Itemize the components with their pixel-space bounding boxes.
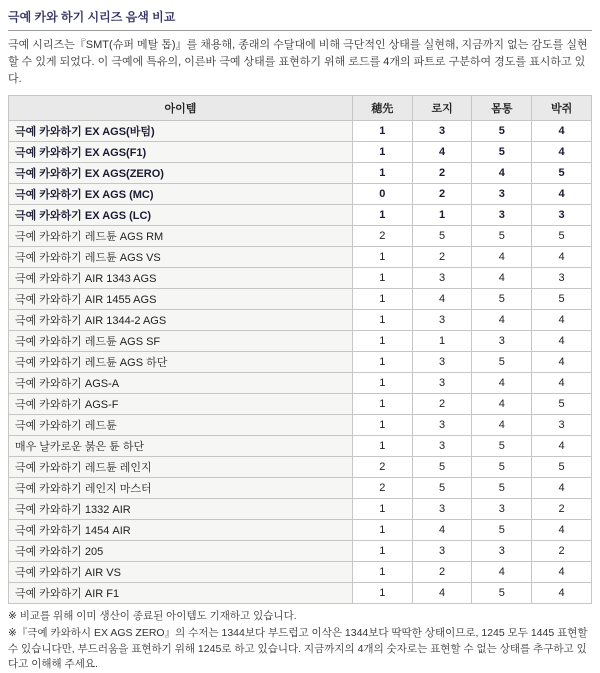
table-row (9, 478, 592, 499)
table-row (9, 583, 592, 604)
item-name-cell: 극예 카와하기 레드튠 AGS VS (9, 247, 353, 268)
rating-cell: 1 (352, 142, 412, 163)
rating-cell: 2 (412, 184, 472, 205)
rating-cell: 3 (532, 415, 592, 436)
table-row (9, 289, 592, 310)
rating-cell: 4 (532, 520, 592, 541)
rating-cell: 3 (412, 121, 472, 142)
item-name-cell: 극예 카와하기 AGS-A (9, 373, 353, 394)
column-header-part-1: 穂先 (352, 96, 412, 121)
table-row (9, 247, 592, 268)
table-row (9, 520, 592, 541)
column-header-part-4: 박쥐 (532, 96, 592, 121)
rating-cell: 4 (472, 373, 532, 394)
rating-cell: 2 (352, 457, 412, 478)
rating-cell: 3 (412, 268, 472, 289)
item-name-cell: 극예 카와하기 AIR VS (9, 562, 353, 583)
rating-cell: 5 (472, 289, 532, 310)
table-row (9, 184, 592, 205)
rating-cell: 5 (472, 583, 532, 604)
rating-cell: 1 (352, 373, 412, 394)
table-row (9, 373, 592, 394)
footnotes (8, 609, 592, 673)
rating-cell: 5 (472, 478, 532, 499)
item-name-cell: 극예 카와하기 EX AGS(ZERO) (9, 163, 353, 184)
item-name-cell: 극예 카와하기 205 (9, 541, 353, 562)
table-row (9, 331, 592, 352)
item-name-cell: 극예 카와하기 1454 AIR (9, 520, 353, 541)
rating-cell: 2 (532, 541, 592, 562)
rating-cell: 5 (472, 121, 532, 142)
rating-cell: 3 (412, 436, 472, 457)
item-name-cell: 극예 카와하기 AIR F1 (9, 583, 353, 604)
table-row (9, 205, 592, 226)
rating-cell: 3 (472, 541, 532, 562)
rating-cell: 5 (532, 394, 592, 415)
rating-cell: 1 (352, 163, 412, 184)
item-name-cell: 극예 카와하기 AIR 1343 AGS (9, 268, 353, 289)
table-row (9, 436, 592, 457)
table-row (9, 163, 592, 184)
table-row (9, 415, 592, 436)
item-name-cell: 극예 카와하기 레드튠 AGS SF (9, 331, 353, 352)
rating-cell: 5 (532, 457, 592, 478)
item-name-cell: 극예 카와하기 EX AGS (MC) (9, 184, 353, 205)
rating-cell: 4 (472, 394, 532, 415)
intro-paragraph: 극예 시리즈는『SMT(슈퍼 메탈 톱)』를 채용해, 종래의 수달대에 비해 극단적인 상태를 실현해, 지금까지 없는 감도를 실현할 수 있게 되었다. 이 극예에 특유의, 이른바 극예 상태를 표현하기 위해 로드를 4개의 파트로 구분하여 경도를 표시하고 있다. (8, 39, 588, 86)
rating-cell: 5 (532, 226, 592, 247)
rating-cell: 3 (472, 205, 532, 226)
rating-cell: 4 (412, 142, 472, 163)
rating-cell: 5 (532, 289, 592, 310)
rating-cell: 1 (352, 499, 412, 520)
rating-cell: 4 (472, 562, 532, 583)
item-name-cell: 극예 카와하기 AIR 1344-2 AGS (9, 310, 353, 331)
rating-cell: 5 (412, 457, 472, 478)
rating-cell: 1 (352, 247, 412, 268)
rating-cell: 3 (532, 205, 592, 226)
page-title: 극예 카와 하기 시리즈 음색 비교 (8, 10, 176, 24)
rating-cell: 2 (532, 499, 592, 520)
column-header-part-3: 몸통 (472, 96, 532, 121)
item-name-cell: 극예 카와하기 레인지 마스터 (9, 478, 353, 499)
rating-cell: 3 (412, 310, 472, 331)
table-header-row (9, 96, 592, 121)
rating-cell: 3 (532, 268, 592, 289)
rating-cell: 4 (472, 310, 532, 331)
table-row (9, 268, 592, 289)
rating-cell: 4 (532, 478, 592, 499)
rating-cell: 3 (412, 373, 472, 394)
footnote-2: ※『극예 카와하시 EX AGS ZERO』의 수저는 1344보다 부드럽고 이삭은 1344보다 딱딱한 상태이므로, 1245 모두 1445 표현할 수 있습니다만, 부드러움을 표현하기 위해 1245로 하고 있습니다. 지금까지의 4개의 숫자로는 표현할 수 없는 상태를 추구하고 있다고 이해해 주세요. (8, 626, 588, 671)
rating-cell: 4 (532, 352, 592, 373)
rating-cell: 3 (472, 331, 532, 352)
rating-cell: 1 (352, 289, 412, 310)
rating-cell: 2 (412, 163, 472, 184)
rating-cell: 5 (472, 352, 532, 373)
rating-cell: 4 (532, 331, 592, 352)
tone-comparison-table (8, 95, 592, 604)
rating-cell: 3 (412, 415, 472, 436)
rating-cell: 3 (412, 499, 472, 520)
rating-cell: 0 (352, 184, 412, 205)
rating-cell: 4 (532, 436, 592, 457)
table-row (9, 541, 592, 562)
rating-cell: 2 (412, 247, 472, 268)
rating-cell: 2 (412, 394, 472, 415)
item-name-cell: 극예 카와하기 EX AGS(F1) (9, 142, 353, 163)
rating-cell: 1 (352, 415, 412, 436)
rating-cell: 1 (352, 268, 412, 289)
rating-cell: 4 (532, 373, 592, 394)
rating-cell: 2 (412, 562, 472, 583)
rating-cell: 1 (412, 331, 472, 352)
footnote-1: ※ 비교를 위해 이미 생산이 종료된 아이템도 기재하고 있습니다. (8, 610, 297, 623)
rating-cell: 4 (532, 121, 592, 142)
rating-cell: 1 (412, 205, 472, 226)
rating-cell: 1 (352, 310, 412, 331)
rating-cell: 4 (532, 583, 592, 604)
item-name-cell: 극예 카와하기 EX AGS(바텀) (9, 121, 353, 142)
rating-cell: 1 (352, 121, 412, 142)
rating-cell: 4 (532, 562, 592, 583)
rating-cell: 1 (352, 205, 412, 226)
table-row (9, 457, 592, 478)
table-row (9, 562, 592, 583)
table-row (9, 226, 592, 247)
rating-cell: 5 (472, 436, 532, 457)
item-name-cell: 극예 카와하기 레드튠 레인지 (9, 457, 353, 478)
rating-cell: 1 (352, 562, 412, 583)
rating-cell: 1 (352, 352, 412, 373)
table-row (9, 142, 592, 163)
item-name-cell: 극예 카와하기 레드튠 (9, 415, 353, 436)
column-header-part-2: 로지 (412, 96, 472, 121)
item-name-cell: 극예 카와하기 레드튠 AGS 하단 (9, 352, 353, 373)
item-name-cell: 매우 날카로운 붉은 튠 하단 (9, 436, 353, 457)
table-row (9, 499, 592, 520)
rating-cell: 1 (352, 331, 412, 352)
rating-cell: 4 (532, 184, 592, 205)
rating-cell: 5 (412, 226, 472, 247)
rating-cell: 1 (352, 583, 412, 604)
rating-cell: 5 (532, 163, 592, 184)
rating-cell: 4 (532, 310, 592, 331)
rating-cell: 4 (532, 142, 592, 163)
rating-cell: 4 (472, 247, 532, 268)
rating-cell: 2 (352, 478, 412, 499)
rating-cell: 3 (472, 499, 532, 520)
rating-cell: 5 (412, 478, 472, 499)
rating-cell: 4 (472, 415, 532, 436)
rating-cell: 5 (472, 226, 532, 247)
rating-cell: 2 (352, 226, 412, 247)
rating-cell: 1 (352, 541, 412, 562)
table-row (9, 352, 592, 373)
item-name-cell: 극예 카와하기 EX AGS (LC) (9, 205, 353, 226)
rating-cell: 4 (412, 289, 472, 310)
rating-cell: 5 (472, 142, 532, 163)
table-row (9, 394, 592, 415)
rating-cell: 3 (412, 541, 472, 562)
column-header-item: 아이템 (9, 96, 353, 121)
rating-cell: 4 (532, 247, 592, 268)
table-row (9, 121, 592, 142)
rating-cell: 1 (352, 394, 412, 415)
rating-cell: 5 (472, 520, 532, 541)
rating-cell: 4 (412, 583, 472, 604)
rating-cell: 3 (412, 352, 472, 373)
rating-cell: 1 (352, 436, 412, 457)
item-name-cell: 극예 카와하기 레드튠 AGS RM (9, 226, 353, 247)
title-divider (8, 30, 592, 31)
rating-cell: 4 (412, 520, 472, 541)
rating-cell: 1 (352, 520, 412, 541)
rating-cell: 5 (472, 457, 532, 478)
rating-cell: 4 (472, 163, 532, 184)
item-name-cell: 극예 카와하기 AIR 1455 AGS (9, 289, 353, 310)
table-row (9, 310, 592, 331)
rating-cell: 4 (472, 268, 532, 289)
item-name-cell: 극예 카와하기 AGS-F (9, 394, 353, 415)
item-name-cell: 극예 카와하기 1332 AIR (9, 499, 353, 520)
rating-cell: 3 (472, 184, 532, 205)
